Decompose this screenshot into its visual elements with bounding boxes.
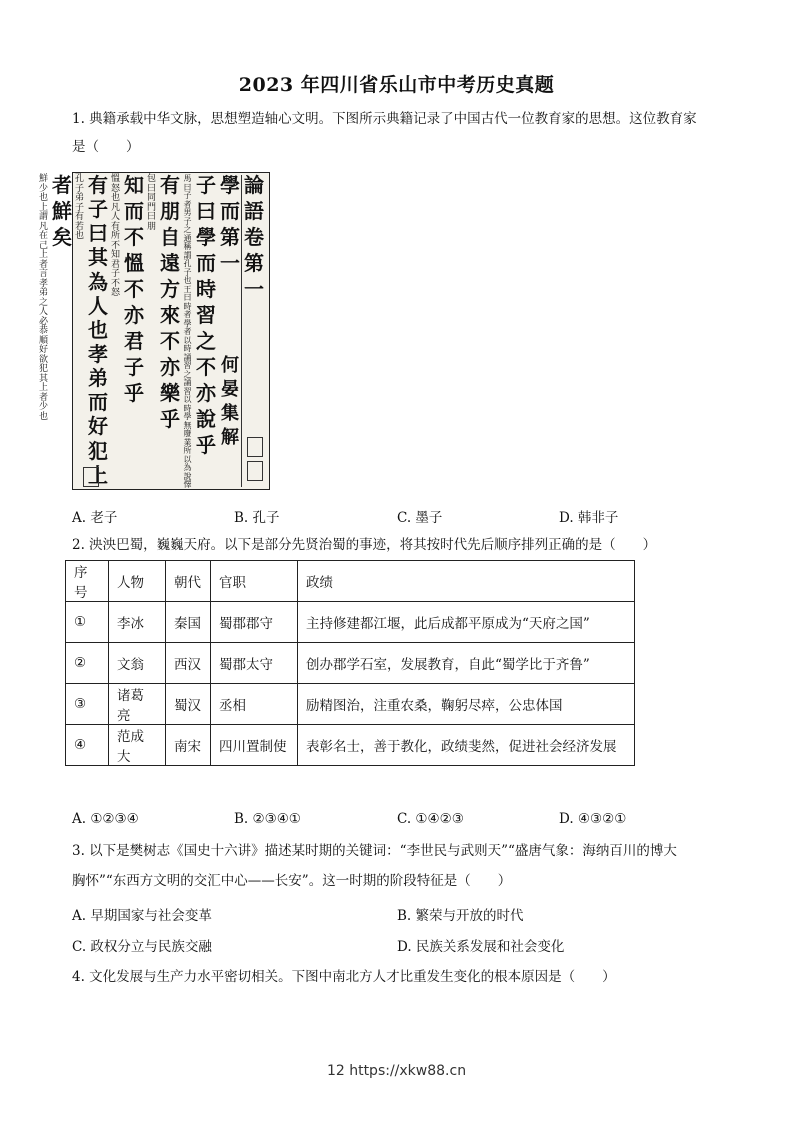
book-author-column: 何 晏 集 解 bbox=[219, 357, 241, 453]
header-cell: 官职 bbox=[211, 561, 298, 602]
q1-stem-line2: 是（ ） bbox=[72, 139, 140, 155]
table-cell: 四川置制使 bbox=[211, 725, 298, 766]
q3-option-d[interactable]: D. 民族关系发展和社会变化 bbox=[397, 939, 565, 955]
book-text-column: 包 曰 同 門 曰 朋 bbox=[146, 174, 156, 232]
seal-stamp-icon bbox=[83, 467, 99, 487]
book-text-column: 有 朋 自 遠 方 來 不 亦 樂 乎 bbox=[160, 173, 180, 431]
table-cell: 表彰名士，善于教化，政绩斐然，促进社会经济发展 bbox=[298, 725, 635, 766]
table-cell: 南宋 bbox=[166, 725, 211, 766]
table-cell: 范成大 bbox=[109, 725, 166, 766]
table-row bbox=[66, 725, 635, 766]
table-cell: 主持修建都江堰，此后成都平原成为“天府之国” bbox=[298, 602, 635, 643]
seal-stamp-icon bbox=[247, 461, 263, 481]
q3-stem-line1: 3. 以下是樊树志《国史十六讲》描述某时期的关键词：“李世民与武则天”“盛唐气象：海纳百川的博大 bbox=[72, 843, 677, 859]
table-cell: 诸葛亮 bbox=[109, 684, 166, 725]
table-row bbox=[66, 684, 635, 725]
page-footer: 12 https://xkw88.cn bbox=[326, 1063, 467, 1079]
q2-option-d[interactable]: D. ④③②① bbox=[559, 811, 627, 827]
book-text-column: 論 語 卷 第 一 bbox=[244, 173, 264, 301]
table-cell: 蜀郡郡守 bbox=[211, 602, 298, 643]
book-text-column: 者 鮮 矣 bbox=[52, 173, 72, 249]
book-text-column: 慍 怒 也 凡 人 有 所 不 知 君 子 不 怒 bbox=[110, 174, 120, 298]
table-cell: 西汉 bbox=[166, 643, 211, 684]
book-text-column: 鮮 少 也 上 謂 凡 在 己 上 者 言 孝 弟 之 人 必 恭 順 好 欲 犯 其 上 者 少 也 bbox=[38, 174, 48, 422]
table-row bbox=[66, 602, 635, 643]
q2-table bbox=[65, 560, 635, 766]
q3-option-c[interactable]: C. 政权分立与民族交融 bbox=[72, 939, 212, 955]
book-text-column: 學 而 第 一 bbox=[220, 173, 240, 275]
table-cell: 秦国 bbox=[166, 602, 211, 643]
table-cell: 励精图治，注重农桑，鞠躬尽瘁，公忠体国 bbox=[298, 684, 635, 725]
table-cell: 蜀汉 bbox=[166, 684, 211, 725]
header-cell: 人物 bbox=[109, 561, 166, 602]
q2-option-b[interactable]: B. ②③④① bbox=[234, 811, 301, 827]
header-cell: 政绩 bbox=[298, 561, 635, 602]
page-title: 2023 年四川省乐山市中考历史真题 bbox=[238, 74, 555, 96]
q1-option-d[interactable]: D. 韩非子 bbox=[559, 510, 619, 526]
table-cell: 丞相 bbox=[211, 684, 298, 725]
table-header-row bbox=[66, 561, 635, 602]
analects-book-image bbox=[38, 172, 270, 490]
q1-option-c[interactable]: C. 墨子 bbox=[397, 510, 443, 526]
book-text-column: 孔 子 弟 子 有 若 也 bbox=[74, 174, 84, 241]
q2-option-a[interactable]: A. ①②③④ bbox=[72, 811, 139, 827]
table-cell: ② bbox=[66, 643, 109, 684]
table-cell: 文翁 bbox=[109, 643, 166, 684]
table-cell: 创办郡学石室，发展教育，自此“蜀学比于齐鲁” bbox=[298, 643, 635, 684]
table-row bbox=[66, 643, 635, 684]
book-text-column: 子 曰 學 而 時 習 之 不 亦 說 乎 bbox=[196, 173, 216, 457]
q4-stem: 4. 文化发展与生产力水平密切相关。下图中南北方人才比重发生变化的根本原因是（ ） bbox=[72, 969, 616, 985]
q1-option-b[interactable]: B. 孔子 bbox=[234, 510, 280, 526]
seal-stamp-icon bbox=[247, 437, 263, 457]
q2-option-c[interactable]: C. ①④②③ bbox=[397, 811, 464, 827]
book-text-column: 馬 曰 子 者 男 子 之 通 稱 謂 孔 子 也 王 曰 時 者 學 者 以 時 誦 習 之 誦 習 以 時 學 無 廢 業 所 以 為 說 懌 bbox=[183, 174, 192, 489]
q2-stem: 2. 泱泱巴蜀，巍巍天府。以下是部分先贤治蜀的事迹，将其按时代先后顺序排列正确的是（ ） bbox=[72, 537, 657, 553]
book-text-column: 有 子 曰 其 為 人 也 孝 弟 而 好 犯 上 bbox=[88, 173, 108, 487]
q3-stem-line2: 胸怀”“东西方文明的交汇中心——长安”。这一时期的阶段特征是（ ） bbox=[72, 873, 512, 889]
book-text-column: 知 而 不 慍 不 亦 君 子 乎 bbox=[124, 173, 144, 405]
table-cell: 蜀郡太守 bbox=[211, 643, 298, 684]
book-column-rule bbox=[241, 175, 242, 487]
table-cell: ③ bbox=[66, 684, 109, 725]
header-cell: 序号 bbox=[66, 561, 109, 602]
q3-option-a[interactable]: A. 早期国家与社会变革 bbox=[72, 908, 212, 924]
q1-option-a[interactable]: A. 老子 bbox=[72, 510, 118, 526]
table-cell: ④ bbox=[66, 725, 109, 766]
header-cell: 朝代 bbox=[166, 561, 211, 602]
table-cell: ① bbox=[66, 602, 109, 643]
q1-stem-line1: 1. 典籍承载中华文脉，思想塑造轴心文明。下图所示典籍记录了中国古代一位教育家的思想。这位教育家 bbox=[72, 111, 697, 127]
q3-option-b[interactable]: B. 繁荣与开放的时代 bbox=[397, 908, 524, 924]
table-cell: 李冰 bbox=[109, 602, 166, 643]
